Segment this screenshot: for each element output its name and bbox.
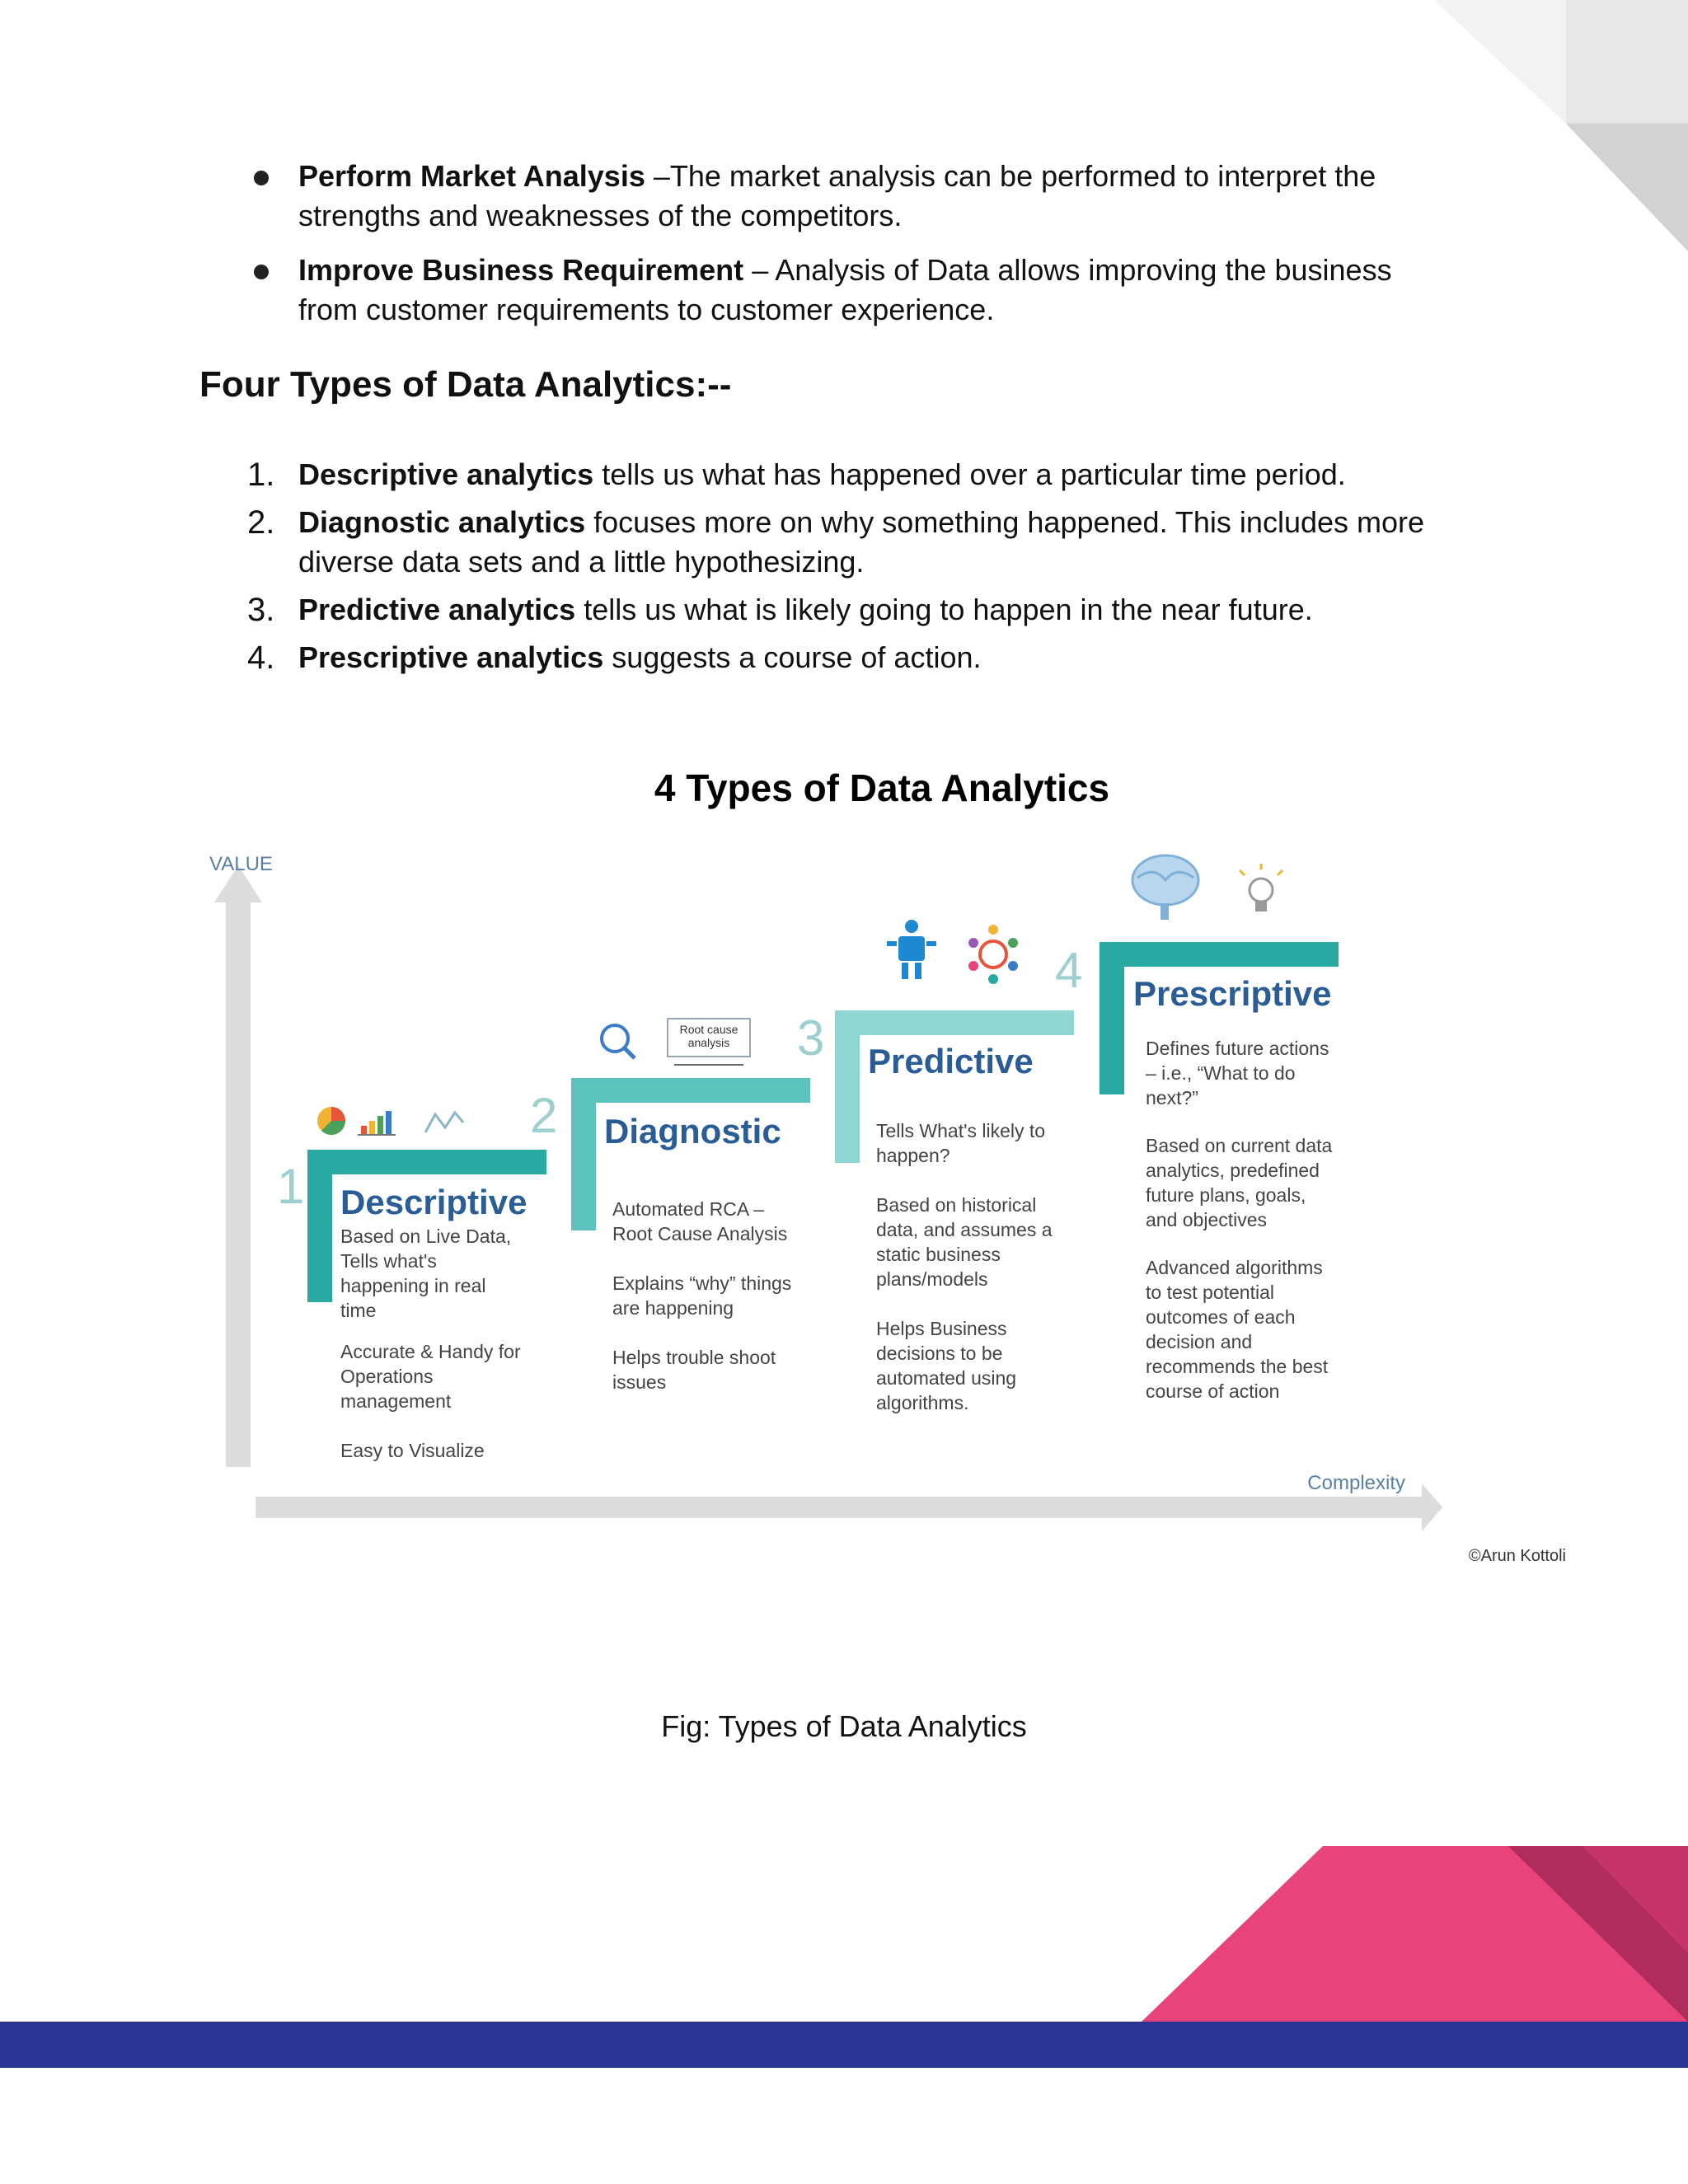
- root-cause-analysis-icon: [668, 1019, 750, 1065]
- list-bold: Descriptive analytics: [298, 457, 594, 491]
- x-axis-bar: [256, 1497, 1426, 1518]
- y-axis-label: VALUE: [209, 853, 273, 875]
- step-title: Prescriptive: [1133, 974, 1332, 1013]
- step-riser: [571, 1078, 596, 1230]
- list-number: 3.: [247, 592, 275, 628]
- infographic-title: 4 Types of Data Analytics: [654, 766, 1110, 809]
- bullet-icon: [254, 265, 269, 279]
- list-item: [247, 638, 1451, 677]
- robot-icon: [887, 920, 936, 979]
- list-text: focuses more on why something happened. This includes more diverse data sets and a little hypothesizing.: [298, 505, 1425, 579]
- magnifier-icon: [602, 1025, 635, 1058]
- numbered-list: [247, 455, 1451, 686]
- footer-decoration: [0, 1838, 1688, 2184]
- list-bold: Predictive analytics: [298, 593, 576, 626]
- bullet-bold: Improve Business Requirement: [298, 253, 744, 287]
- bar-chart-icon: [358, 1111, 396, 1135]
- step-number: 1: [277, 1159, 305, 1214]
- list-text: tells us what has happened over a particular time period.: [602, 457, 1346, 491]
- list-item: [247, 503, 1451, 582]
- step-riser: [835, 1010, 860, 1163]
- infographic-svg: [190, 742, 1591, 1648]
- step-number: 4: [1055, 943, 1083, 998]
- list-item: [247, 455, 1451, 494]
- list-number: 4.: [247, 640, 275, 676]
- list-number: 1.: [247, 457, 275, 493]
- list-text: suggests a course of action.: [612, 640, 982, 674]
- bullet-icon: [254, 171, 269, 185]
- step-diagnostic: [530, 1019, 810, 1393]
- step-description: Automated RCA – Root Cause Analysis Explains “why” things are happening Helps trouble shoot issues: [612, 1198, 792, 1393]
- svg-text:analysis: analysis: [687, 1036, 730, 1049]
- x-axis-arrowhead: [1422, 1483, 1442, 1531]
- list-number: 2.: [247, 504, 275, 541]
- step-title: Diagnostic: [604, 1112, 781, 1151]
- step-number: 2: [530, 1088, 558, 1143]
- step-descriptive: [277, 1107, 546, 1461]
- bullet-text: – Analysis of Data allows improving the business from customer requirements to customer experience.: [298, 253, 1392, 326]
- bullet-bold: Perform Market Analysis: [298, 159, 645, 193]
- step-bar: [307, 1150, 546, 1174]
- list-item: [247, 157, 1451, 236]
- step-description: Tells What's likely to happen? Based on historical data, and assumes a static business plans/models Helps Business decisions to be automated using algorithms.: [876, 1120, 1053, 1413]
- step-riser: [307, 1150, 332, 1302]
- step-bar: [1100, 942, 1339, 967]
- gears-network-icon: [968, 925, 1018, 984]
- bullet-list: [247, 157, 1451, 344]
- navy-band: [0, 2022, 1688, 2068]
- step-prescriptive: [1055, 855, 1339, 1402]
- infographic: [190, 742, 1591, 1648]
- step-bar: [835, 1010, 1074, 1035]
- list-item: [247, 251, 1451, 330]
- step-riser: [1100, 942, 1124, 1094]
- pie-chart-icon: [317, 1107, 345, 1135]
- step-title: Predictive: [868, 1042, 1034, 1080]
- step-bar: [571, 1078, 810, 1103]
- section-heading: Four Types of Data Analytics:--: [199, 364, 732, 405]
- bullet-text: –The market analysis can be performed to interpret the strengths and weaknesses of the competitors.: [298, 159, 1376, 232]
- list-item: [247, 590, 1451, 630]
- svg-text:Root cause: Root cause: [679, 1023, 738, 1036]
- copyright-text: ©Arun Kottoli: [1468, 1547, 1566, 1565]
- x-axis-label: Complexity: [1307, 1472, 1405, 1494]
- figure-caption: Fig: Types of Data Analytics: [661, 1709, 1027, 1743]
- lightbulb-icon: [1240, 864, 1282, 912]
- step-predictive: [797, 920, 1074, 1413]
- step-description: Based on Live Data, Tells what's happening in real time Accurate & Handy for Operations management Easy to Visualize: [340, 1226, 521, 1461]
- step-number: 3: [797, 1010, 825, 1066]
- step-description: Defines future actions – i.e., “What to do next?” Based on current data analytics, predefined future plans, goals, and objectives Advanced algorithms to test potential outcomes of each decision and recommends the best course of action: [1146, 1038, 1333, 1402]
- list-bold: Diagnostic analytics: [298, 505, 586, 539]
- y-axis-bar: [226, 898, 251, 1467]
- list-bold: Prescriptive analytics: [298, 640, 604, 674]
- brain-icon: [1132, 855, 1198, 920]
- line-chart-icon: [425, 1113, 463, 1132]
- step-title: Descriptive: [340, 1183, 528, 1221]
- list-text: tells us what is likely going to happen in the near future.: [584, 593, 1313, 626]
